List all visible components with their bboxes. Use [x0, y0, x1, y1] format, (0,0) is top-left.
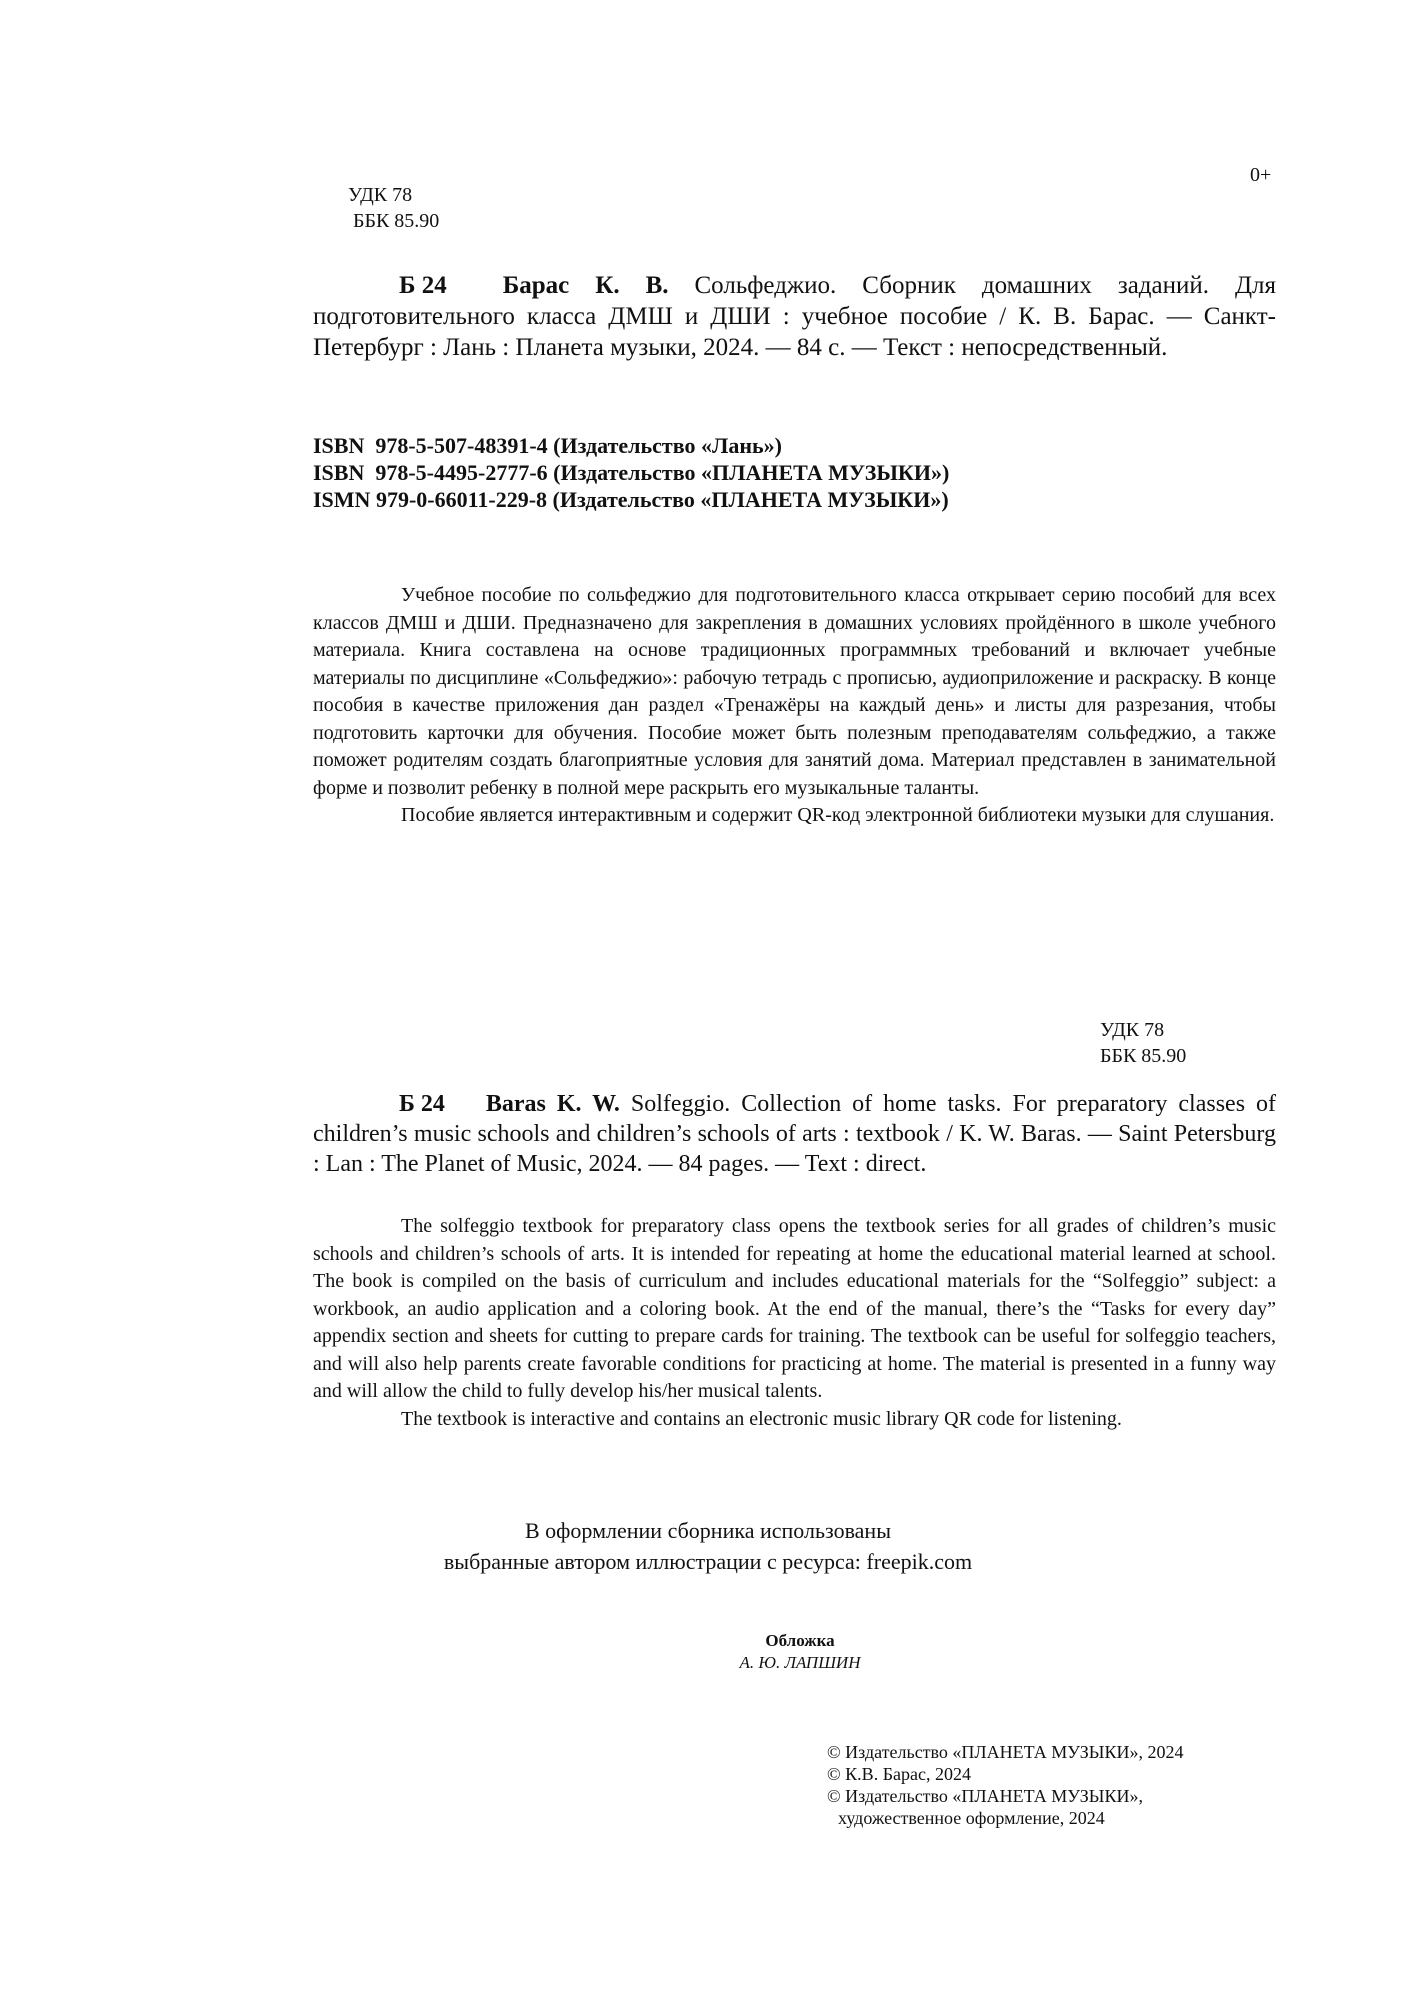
- bbk-label: ББК 85.90: [1100, 1045, 1187, 1067]
- isbn-list: [313, 432, 949, 513]
- isbn-line: ISBN 978-5-4495-2777-6 (Издательство «ПЛАНЕТА МУЗЫКИ»): [313, 460, 950, 485]
- copyright-line: художественное оформление, 2024: [838, 1808, 1105, 1828]
- note-line: В оформлении сборника использованы: [525, 1518, 891, 1543]
- bibliographic-record-ru: [313, 270, 1276, 363]
- copyright-line: © Издательство «ПЛАНЕТА МУЗЫКИ», 2024: [827, 1742, 1184, 1762]
- copyright-line: © К.В. Барас, 2024: [827, 1764, 971, 1784]
- cover-artist: А. Ю. ЛАПШИН: [739, 1653, 861, 1672]
- author-code: Б 24: [399, 1091, 445, 1117]
- isbn-line: ISBN 978-5-507-48391-4 (Издательство «Лань»): [313, 433, 782, 458]
- illustrations-note: [313, 1515, 1103, 1577]
- author-name: Барас К. В.: [502, 272, 669, 299]
- copyright-block: [827, 1741, 1183, 1829]
- note-line: выбранные автором иллюстрации с ресурса: freepik.com: [443, 1549, 973, 1574]
- abstract-ru: [313, 582, 1276, 830]
- abstract-paragraph: The solfeggio textbook for preparatory class opens the textbook series for all grades of children’s music schools and children’s schools of arts. It is intended for repeating at home the educational material learned at school. The book is compiled on the basis of curriculum and includes educational materials for the “Solfeggio” subject: a workbook, an audio application and a coloring book. At the end of the manual, there’s the “Tasks for every day” appendix section and sheets for cutting to prepare cards for training. The textbook can be useful for solfeggio teachers, and will also help parents create favorable conditions for practicing at home. The material is presented in a funny way and will allow the child to fully develop his/her musical talents.: [313, 1215, 1276, 1402]
- abstract-paragraph: Пособие является интерактивным и содержит QR-код электронной библиотеки музыки для слушания.: [401, 804, 1275, 826]
- ismn-line: ISMN 979-0-66011-229-8 (Издательство «ПЛАНЕТА МУЗЫКИ»): [313, 487, 949, 512]
- udk-label: УДК 78: [1100, 1019, 1165, 1041]
- record-description: Сольфеджио. Сборник домашних заданий. Для подготовительного класса ДМШ и ДШИ : учебное пособие / К. В. Барас. — Санкт-Петербург : Лань : Планета музыки, 2024. — 84 с. — Текст : непосредственный.: [313, 272, 1276, 361]
- bibliographic-record-en: [313, 1089, 1276, 1179]
- record-description: Solfeggio. Collection of home tasks. For preparatory classes of children’s music schools and children’s schools of arts : textbook / K. W. Baras. — Saint Petersburg : Lan : The Planet of Music, 2024. — 84 pages. — Text : direct.: [313, 1091, 1277, 1177]
- author-name: Baras K. W.: [485, 1091, 620, 1117]
- abstract-paragraph: The textbook is interactive and contains an electronic music library QR code for listening.: [401, 1407, 1122, 1430]
- udk-label: УДК 78: [348, 184, 413, 206]
- age-rating: 0+: [1250, 164, 1272, 186]
- bbk-label: ББК 85.90: [353, 210, 440, 232]
- abstract-en: [313, 1213, 1276, 1433]
- udk-code-en: [1100, 1017, 1186, 1069]
- abstract-paragraph: Учебное пособие по сольфеджио для подготовительного класса открывает серию пособий для всех классов ДМШ и ДШИ. Предназначено для закрепления в домашних условиях пройдённого в школе учебного материала. Книга составлена на основе традиционных программных требований и включает учебные материалы по дисциплине «Сольфеджио»: рабочую тетрадь с прописью, аудиоприложение и раскраску. В конце пособия в качестве приложения дан раздел «Тренажёры на каждый день» и листы для разрезания, чтобы подготовить карточки для обучения. Пособие может быть полезным преподавателям сольфеджио, а также поможет родителям создать благоприятные условия для занятий дома. Материал представлен в занимательной форме и позволит ребенку в полной мере раскрыть его музыкальные таланты.: [313, 584, 1276, 799]
- cover-label: Обложка: [765, 1631, 835, 1650]
- cover-credit: [680, 1630, 920, 1674]
- author-code: Б 24: [399, 272, 447, 299]
- udk-code-ru: [348, 182, 439, 234]
- copyright-line: © Издательство «ПЛАНЕТА МУЗЫКИ»,: [827, 1786, 1143, 1806]
